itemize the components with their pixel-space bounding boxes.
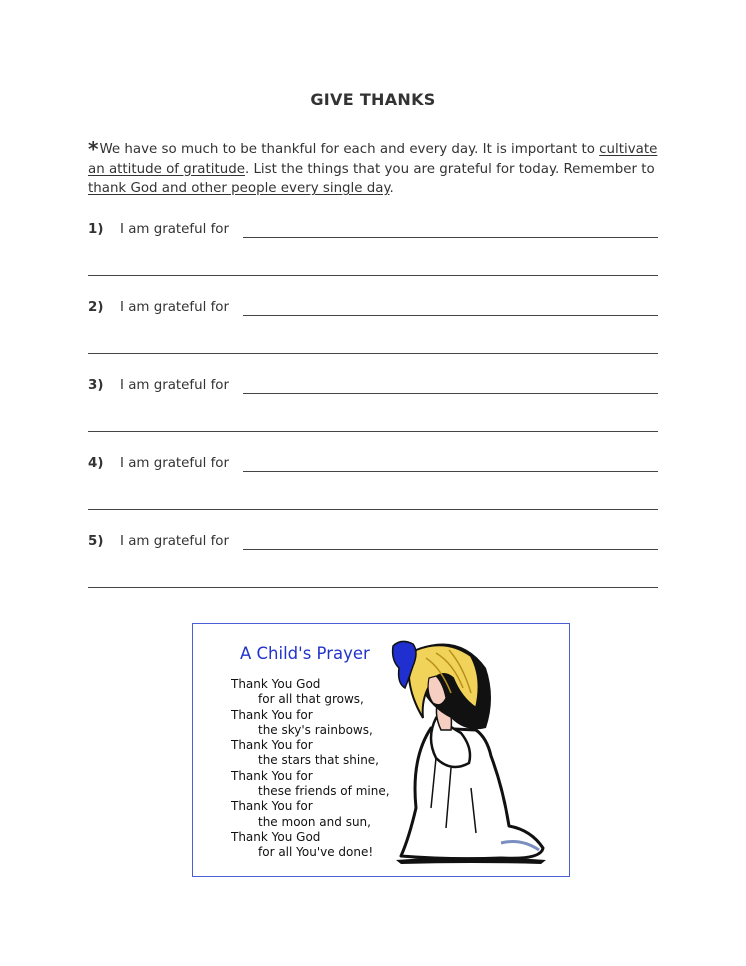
poem-line: these friends of mine, bbox=[258, 784, 390, 799]
intro-underline-gratitude: cultivate an attitude of gratitude bbox=[88, 142, 658, 177]
item-number: 2) bbox=[88, 300, 104, 315]
poem-line: Thank You for bbox=[231, 738, 313, 753]
item-number: 1) bbox=[88, 222, 104, 237]
answer-blank-line[interactable] bbox=[243, 315, 658, 316]
answer-continuation-line[interactable] bbox=[88, 275, 658, 276]
gratitude-item-2 bbox=[88, 300, 658, 320]
item-label: I am grateful for bbox=[120, 456, 230, 471]
answer-continuation-line[interactable] bbox=[88, 587, 658, 588]
asterisk-icon: * bbox=[88, 137, 99, 161]
prayer-title: A Child's Prayer bbox=[240, 644, 370, 663]
page-title: GIVE THANKS bbox=[310, 90, 436, 109]
answer-continuation-line[interactable] bbox=[88, 353, 658, 354]
poem-line: the stars that shine, bbox=[258, 753, 379, 768]
item-label: I am grateful for bbox=[120, 378, 230, 393]
poem-line: Thank You for bbox=[231, 768, 313, 783]
gratitude-item-3 bbox=[88, 378, 658, 398]
item-number: 4) bbox=[88, 456, 104, 471]
answer-blank-line[interactable] bbox=[243, 393, 658, 394]
intro-underline-thank-god: thank God and other people every single day bbox=[88, 181, 390, 196]
answer-continuation-line[interactable] bbox=[88, 431, 658, 432]
poem-line: the moon and sun, bbox=[258, 814, 371, 829]
poem-line: Thank You for bbox=[231, 799, 313, 814]
answer-blank-line[interactable] bbox=[243, 549, 658, 550]
childs-prayer-image bbox=[192, 623, 570, 877]
poem-line: Thank You for bbox=[231, 707, 313, 722]
poem-line: the sky's rainbows, bbox=[258, 722, 373, 737]
intro-text: . List the things that you are grateful for today. Remember to bbox=[244, 161, 655, 177]
item-number: 3) bbox=[88, 378, 104, 393]
answer-blank-line[interactable] bbox=[243, 237, 658, 238]
prayer-poem bbox=[231, 677, 390, 861]
intro-text: We have so much to be thankful for each and every day. It is important to bbox=[99, 142, 600, 157]
item-label: I am grateful for bbox=[120, 222, 230, 237]
gratitude-item-1 bbox=[88, 222, 658, 242]
item-label: I am grateful for bbox=[120, 300, 230, 315]
intro-text: . bbox=[389, 181, 394, 196]
item-number: 5) bbox=[88, 534, 104, 549]
item-label: I am grateful for bbox=[120, 534, 230, 549]
kneeling-praying-girl-icon bbox=[391, 638, 556, 868]
answer-continuation-line[interactable] bbox=[88, 509, 658, 510]
poem-line: Thank You God bbox=[231, 677, 321, 691]
poem-line: for all You've done! bbox=[258, 845, 374, 860]
answer-blank-line[interactable] bbox=[243, 471, 658, 472]
gratitude-item-4 bbox=[88, 456, 658, 476]
poem-line: Thank You God bbox=[231, 829, 321, 844]
poem-line: for all that grows, bbox=[258, 692, 364, 707]
intro-paragraph bbox=[88, 137, 668, 199]
gratitude-item-5 bbox=[88, 534, 658, 554]
